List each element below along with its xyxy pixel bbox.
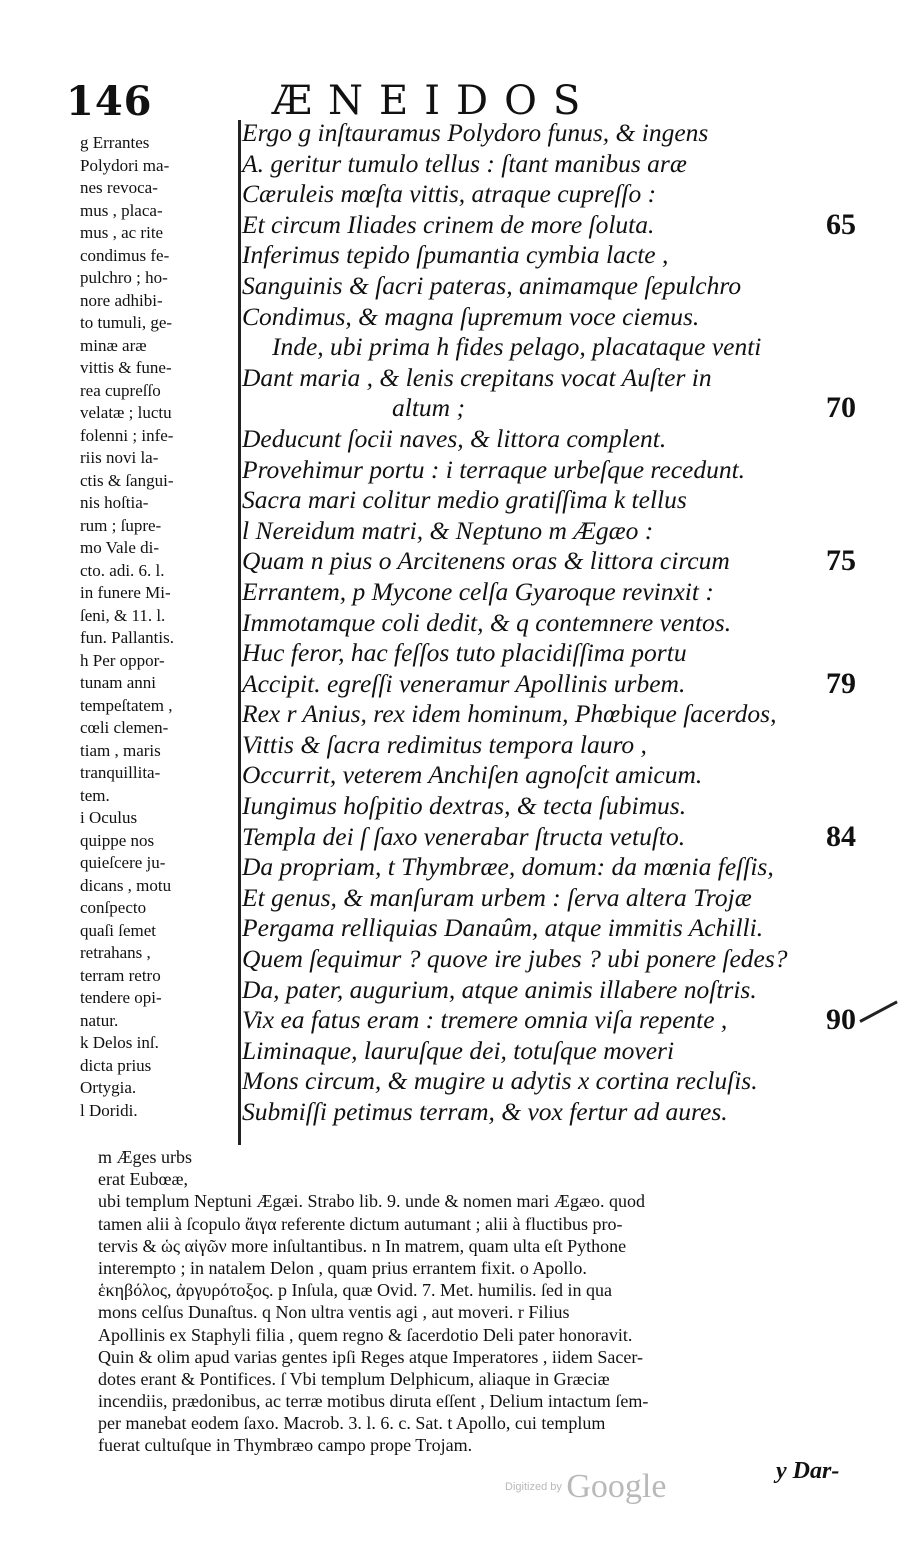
margin-note-line: dicta prius bbox=[80, 1055, 152, 1075]
footnote-line: erat Eubœæ, bbox=[98, 1169, 188, 1190]
verse-line bbox=[242, 883, 892, 914]
verse-line bbox=[242, 546, 892, 577]
margin-note-line: terram retro bbox=[80, 965, 161, 985]
margin-note-line: pulchro ; ho- bbox=[80, 268, 168, 287]
margin-note-line: mus , ac rite bbox=[80, 223, 164, 242]
margin-note-line: i Oculus bbox=[80, 808, 138, 827]
footnote-line: ἑκηβόλος, ἀργυρότοξος. p Inſula, quæ Ovid. 7. Met. humilis. ſed in qua bbox=[98, 1280, 613, 1301]
verse-line bbox=[242, 149, 892, 180]
footnote-line: ubi templum Neptuni Ægæi. Strabo lib. 9. unde & nomen mari Ægæo. quod bbox=[98, 1191, 645, 1212]
margin-note-line: nes revoca- bbox=[80, 178, 158, 197]
margin-note-line: quaſi ſemet bbox=[80, 920, 157, 940]
verse-text: Accipit. egreſſi veneramur Apollinis urbem. bbox=[242, 668, 686, 698]
verse-text: Pergama relliquias Danaûm, atque immitis Achilli. bbox=[242, 913, 764, 943]
verse-text: Da propriam, t Thymbræe, domum: da mœnia feſſis, bbox=[242, 852, 774, 882]
margin-note-line: l Doridi. bbox=[80, 1100, 138, 1120]
verse-line bbox=[242, 455, 892, 486]
verse-line bbox=[242, 1036, 892, 1067]
footnote-line: m Æges urbs bbox=[98, 1147, 192, 1167]
verse-text: Dant maria , & lenis crepitans vocat Auſter in bbox=[242, 362, 712, 392]
verse-text: Huc feror, hac feſſos tuto placidiſſima portu bbox=[242, 638, 687, 668]
margin-note-line: rea cupreſſo bbox=[80, 380, 161, 400]
footnote-line: per manebat eodem ſaxo. Macrob. 3. l. 6. c. Sat. t Apollo, cui templum bbox=[98, 1413, 606, 1434]
verse-line bbox=[242, 118, 892, 149]
margin-note-line: tranquillita- bbox=[80, 763, 161, 782]
verse-line bbox=[242, 638, 892, 669]
footnote-line: incendiis, prædonibus, ac terræ motibus diruta eſſent , Delium intactum ſem- bbox=[98, 1391, 649, 1412]
margin-note-line: ctis & ſangui- bbox=[80, 470, 174, 490]
margin-note-line: minæ aræ bbox=[80, 335, 147, 355]
margin-notes bbox=[80, 132, 235, 1122]
margin-note-line: nore adhibi- bbox=[80, 290, 163, 310]
verse-text: Ergo g inſtauramus Polydoro funus, & ingens bbox=[242, 118, 709, 147]
verse-text: Errantem, p Mycone celſa Gyaroque revinxit : bbox=[242, 576, 714, 606]
verse-line bbox=[242, 332, 892, 363]
verse-line bbox=[242, 302, 892, 333]
verse-line bbox=[242, 424, 892, 455]
margin-note-line: tendere opi- bbox=[80, 988, 162, 1007]
verse-text: Iungimus hoſpitio dextras, & tecta ſubimus. bbox=[242, 791, 687, 821]
verse-text: Inde, ubi prima h fides pelago, placataque venti bbox=[272, 332, 762, 362]
margin-note-line: in funere Mi- bbox=[80, 583, 171, 602]
margin-note-line: tiam , maris bbox=[80, 740, 161, 760]
verse-line bbox=[242, 179, 892, 210]
margin-note-line: tem. bbox=[80, 785, 110, 805]
column-divider bbox=[238, 120, 241, 1145]
verse-column bbox=[242, 118, 892, 1128]
verse-text: altum ; bbox=[392, 393, 465, 423]
verse-line bbox=[242, 666, 892, 700]
verse-line bbox=[242, 485, 892, 516]
verse-line bbox=[242, 819, 892, 853]
margin-note-line: mo Vale di- bbox=[80, 538, 160, 557]
verse-line bbox=[242, 608, 892, 639]
margin-note-line: quippe nos bbox=[80, 830, 155, 850]
margin-note-line: rum ; ſupre- bbox=[80, 515, 162, 535]
page-number: 146 bbox=[66, 78, 153, 125]
verse-text: Provehimur portu : i terraque urbeſque recedunt. bbox=[242, 454, 746, 484]
verse-text: Cæruleis mœſta vittis, atraque cupreſſo : bbox=[242, 179, 657, 209]
verse-text: Vix ea fatus eram : tremere omnia viſa repente , bbox=[242, 1005, 728, 1035]
verse-text: Inferimus tepido ſpumantia cymbia lacte , bbox=[242, 240, 669, 270]
footnote-line: tervis & ὡς αἰγῶν more inſultantibus. n In matrem, quam ulta eſt Pythone bbox=[98, 1235, 627, 1256]
verse-text: Quam n pius o Arcitenens oras & littora circum bbox=[242, 546, 730, 576]
margin-note-line: riis novi la- bbox=[80, 448, 159, 467]
verse-text: Liminaque, lauruſque dei, totuſque moveri bbox=[242, 1035, 675, 1065]
verse-line bbox=[242, 975, 892, 1006]
digitized-watermark bbox=[505, 1468, 666, 1506]
verse-text: Deducunt ſocii naves, & littora complent. bbox=[242, 423, 667, 453]
verse-text: Sanguinis & ſacri pateras, animamque ſepulchro bbox=[242, 270, 742, 300]
verse-number: 65 bbox=[826, 207, 856, 241]
verse-line bbox=[242, 240, 892, 271]
catchword: y Dar- bbox=[776, 1458, 840, 1484]
verse-text: Condimus, & magna ſupremum voce ciemus. bbox=[242, 301, 700, 331]
verse-text: Sacra mari colitur medio gratiſſima k tellus bbox=[242, 485, 687, 515]
verse-line bbox=[242, 393, 892, 424]
verse-text: Et genus, & manſuram urbem : ſerva altera Trojæ bbox=[242, 882, 752, 912]
verse-text: Et circum Iliades crinem de more ſoluta. bbox=[242, 209, 655, 239]
margin-note-line: cto. adi. 6. l. bbox=[80, 560, 165, 580]
margin-note-line: natur. bbox=[80, 1010, 119, 1030]
verse-line bbox=[242, 852, 892, 883]
margin-note-line: to tumuli, ge- bbox=[80, 313, 173, 332]
margin-note-line: ſeni, & 11. l. bbox=[80, 605, 166, 625]
margin-note-line: conſpecto bbox=[80, 898, 147, 917]
verse-line bbox=[242, 1097, 892, 1128]
margin-note-line: tunam anni bbox=[80, 673, 157, 692]
verse-text: Vittis & ſacra redimitus tempora lauro , bbox=[242, 729, 647, 759]
verse-number: 75 bbox=[826, 544, 856, 578]
margin-note-line: vittis & fune- bbox=[80, 358, 172, 377]
margin-note-line: mus , placa- bbox=[80, 200, 163, 220]
verse-text: Templa dei ſ ſaxo venerabar ſtructa vetuſto. bbox=[242, 821, 686, 851]
verse-line bbox=[242, 699, 892, 730]
verse-line bbox=[242, 760, 892, 791]
verse-line bbox=[242, 730, 892, 761]
margin-note-line: retrahans , bbox=[80, 943, 151, 962]
margin-note-line: k Delos inſ. bbox=[80, 1033, 159, 1052]
verse-line bbox=[242, 1005, 892, 1036]
verse-line bbox=[242, 516, 892, 547]
verse-text: Submiſſi petimus terram, & vox fertur ad aures. bbox=[242, 1097, 728, 1126]
verse-line bbox=[242, 1066, 892, 1097]
margin-note-line: tempeſtatem , bbox=[80, 695, 173, 715]
margin-note-line: Polydori ma- bbox=[80, 155, 170, 175]
running-title: ÆNEIDOS bbox=[272, 78, 597, 124]
footnote-line: tamen alii à ſcopulo ἄιγα referente dictum autumant ; alii à fluctibus pro- bbox=[98, 1213, 623, 1234]
verse-line bbox=[242, 207, 892, 241]
verse-line bbox=[242, 944, 892, 975]
verse-line bbox=[242, 791, 892, 822]
margin-note-line: cœli clemen- bbox=[80, 718, 169, 737]
margin-note-line: h Per oppor- bbox=[80, 650, 165, 670]
footnote-line: dotes erant & Pontifices. ſ Vbi templum Delphicum, aliaque in Græciæ bbox=[98, 1368, 610, 1389]
margin-note-line: fun. Pallantis. bbox=[80, 628, 174, 647]
margin-note-line: nis hoſtia- bbox=[80, 493, 149, 512]
verse-text: Immotamque coli dedit, & q contemnere ventos. bbox=[242, 607, 732, 637]
verse-line bbox=[242, 271, 892, 302]
verse-text: Da, pater, augurium, atque animis illabere noſtris. bbox=[242, 974, 757, 1004]
footnotes bbox=[98, 1146, 868, 1457]
margin-note-line: quieſcere ju- bbox=[80, 853, 166, 872]
margin-note-line: dicans , motu bbox=[80, 875, 172, 895]
verse-text: A. geritur tumulo tellus : ſtant manibus aræ bbox=[242, 148, 687, 178]
verse-line bbox=[242, 577, 892, 608]
verse-text: Rex r Anius, rex idem hominum, Phœbique ſacerdos, bbox=[242, 699, 777, 729]
digitized-prefix: Digitized by bbox=[505, 1481, 562, 1493]
verse-text: Occurrit, veterem Anchiſen agnoſcit amicum. bbox=[242, 760, 703, 790]
footnote-line: mons celſus Dunaſtus. q Non ultra ventis agi , aut moveri. r Filius bbox=[98, 1302, 570, 1323]
verse-number: 70 bbox=[826, 391, 856, 425]
verse-line bbox=[242, 363, 892, 394]
footnote-line: Apollinis ex Staphyli filia , quem regno & ſacerdotio Deli pater honoravit. bbox=[98, 1324, 633, 1345]
margin-note-line: velatæ ; luctu bbox=[80, 403, 172, 422]
margin-note-line: Ortygia. bbox=[80, 1078, 137, 1097]
verse-text: Quem ſequimur ? quove ire jubes ? ubi ponere ſedes? bbox=[242, 944, 788, 974]
verse-number: 79 bbox=[826, 666, 856, 700]
footnote-line: fuerat cultuſque in Thymbræo campo prope Trojam. bbox=[98, 1435, 473, 1456]
verse-text: l Nereidum matri, & Neptuno m Ægæo : bbox=[242, 515, 654, 545]
verse-number: 90 bbox=[826, 1003, 856, 1037]
margin-note-line: folenni ; infe- bbox=[80, 425, 174, 445]
footnote-line: Quin & olim apud varias gentes ipſi Reges atque Imperatores , iidem Sacer- bbox=[98, 1346, 643, 1367]
verse-number: 84 bbox=[826, 819, 856, 853]
google-logo: Google bbox=[566, 1468, 667, 1505]
margin-note-line: g Errantes bbox=[80, 133, 150, 152]
footnote-line: interempto ; in natalem Delon , quam prius errantem fixit. o Apollo. bbox=[98, 1257, 587, 1278]
verse-text: Mons circum, & mugire u adytis x cortina recluſis. bbox=[242, 1066, 758, 1096]
margin-note-line: condimus fe- bbox=[80, 245, 170, 265]
verse-line bbox=[242, 913, 892, 944]
